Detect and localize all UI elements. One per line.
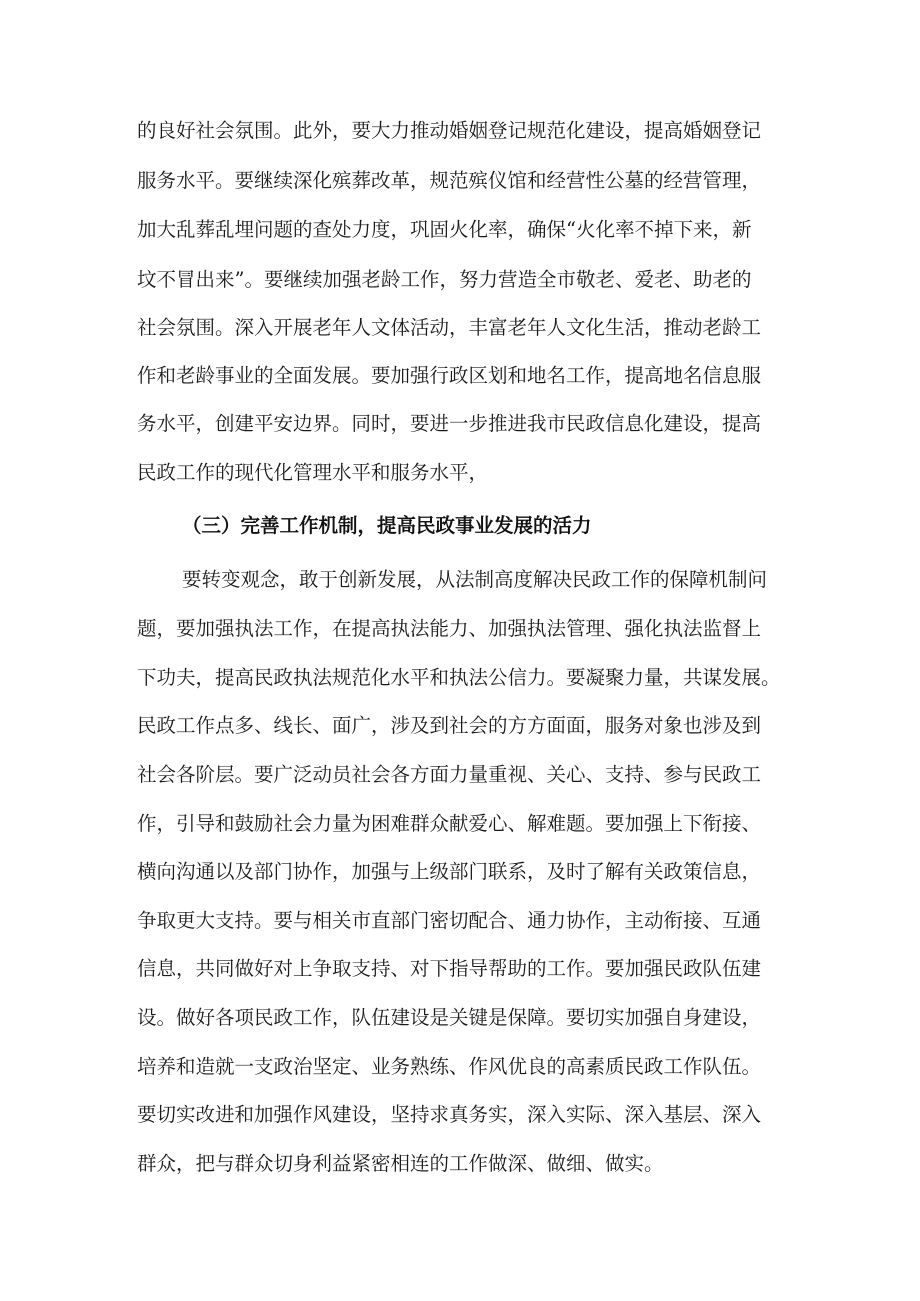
paragraph-2-line: 争取更大支持。要与相关市直部门密切配合、通力协作，主动衔接、互通 (137, 909, 762, 932)
paragraph-1-line: 坟不冒出来”。要继续加强老龄工作，努力营造全市敬老、爱老、助老的 (137, 268, 752, 291)
paragraph-2-line: 设。做好各项民政工作，队伍建设是关键是保障。要切实加强自身建设， (137, 1006, 762, 1029)
paragraph-2-line: 民政工作点多、线长、面广，涉及到社会的方方面面，服务对象也涉及到 (137, 714, 762, 737)
paragraph-2-line: 群众，把与群众切身利益紧密相连的工作做深、做细、做实。 (137, 1152, 664, 1175)
paragraph-1-line: 务水平，创建平安边界。同时，要进一步推进我市民政信息化建设，提高 (137, 412, 762, 435)
paragraph-2-line: 社会各阶层。要广泛动员社会各方面力量重视、关心、支持、参与民政工 (137, 763, 762, 786)
paragraph-2-line: 作，引导和鼓励社会力量为困难群众献爱心、解难题。要加强上下衔接、 (137, 812, 762, 835)
paragraph-2-line: 要转变观念，敢于创新发展，从法制高度解决民政工作的保障机制问 (182, 568, 768, 591)
paragraph-1-line: 作和老龄事业的全面发展。要加强行政区划和地名工作，提高地名信息服 (137, 364, 762, 387)
paragraph-2-line: 培养和造就一支政治坚定、业务熟练、作风优良的高素质民政工作队伍。 (137, 1055, 762, 1078)
paragraph-1-line: 的良好社会氛围。此外，要大力推动婚姻登记规范化建设，提高婚姻登记 (137, 119, 762, 142)
paragraph-1-line: 加大乱葬乱埋问题的查处力度，巩固火化率，确保“火化率不掉下来，新 (137, 218, 752, 241)
paragraph-2-line: 题，要加强执法工作，在提高执法能力、加强执法管理、强化执法监督上 (137, 617, 762, 640)
paragraph-1-line: 民政工作的现代化管理水平和服务水平， (137, 461, 489, 484)
paragraph-2-line: 下功夫，提高民政执法规范化水平和执法公信力。要凝聚力量，共谋发展。 (137, 666, 781, 689)
paragraph-1-line: 服务水平。要继续深化殡葬改革，规范殡仪馆和经营性公墓的经营管理， (137, 169, 762, 192)
paragraph-2-line: 要切实改进和加强作风建设，坚持求真务实，深入实际、深入基层、深入 (137, 1103, 762, 1126)
section-heading: （三）完善工作机制，提高民政事业发展的活力 (182, 514, 592, 537)
paragraph-1-line: 社会氛围。深入开展老年人文体活动，丰富老年人文化生活，推动老龄工 (137, 316, 762, 339)
paragraph-2-line: 信息，共同做好对上争取支持、对下指导帮助的工作。要加强民政队伍建 (137, 957, 762, 980)
paragraph-2-line: 横向沟通以及部门协作，加强与上级部门联系，及时了解有关政策信息， (137, 860, 762, 883)
